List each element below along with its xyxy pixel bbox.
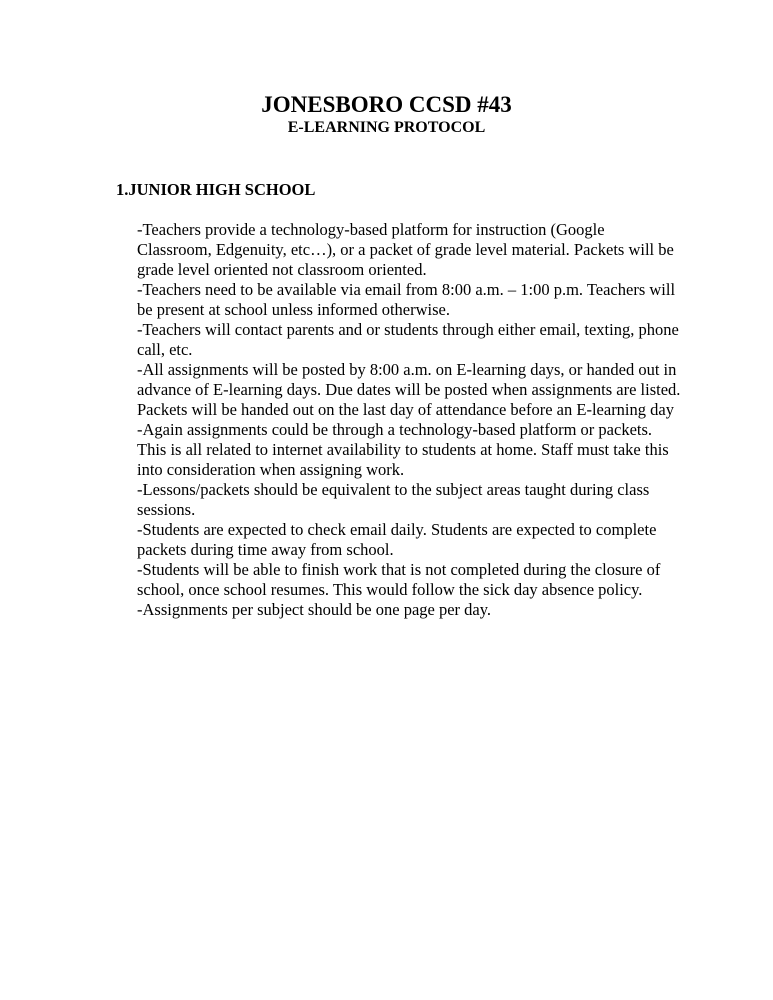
document-title: JONESBORO CCSD #43 xyxy=(261,92,512,117)
protocol-item-availability: -Teachers need to be available via email from 8:00 a.m. – 1:00 p.m. Teachers will be present at school unless informed otherwise. xyxy=(137,280,676,319)
protocol-item-makeup: -Students will be able to finish work that is not completed during the closure of school, once school resumes. This would follow the sick day absence policy. xyxy=(137,560,661,599)
section-heading: 1.JUNIOR HIGH SCHOOL xyxy=(116,180,316,199)
protocol-item-pages: -Assignments per subject should be one page per day. xyxy=(137,600,492,619)
document-header xyxy=(0,92,773,138)
protocol-item-internet: -Again assignments could be through a technology-based platform or packets. This is all related to internet availability to students at home. Staff must take this into consideration when assigning work. xyxy=(137,420,669,479)
protocol-item-assignments: -All assignments will be posted by 8:00 a.m. on E-learning days, or handed out in advance of E-learning days. Due dates will be posted when assignments are listed. Packets will be handed out on the last day of attendance before an E-learning day xyxy=(137,360,681,419)
protocol-item-contact: -Teachers will contact parents and or students through either email, texting, phone call, etc. xyxy=(137,320,679,359)
protocol-item-lessons: -Lessons/packets should be equivalent to the subject areas taught during class sessions. xyxy=(137,480,650,519)
protocol-item-platform: -Teachers provide a technology-based platform for instruction (Google Classroom, Edgenuity, etc…), or a packet of grade level material. Packets will be grade level oriented not classroom oriented. xyxy=(137,220,674,279)
protocol-item-email: -Students are expected to check email daily. Students are expected to complete packets during time away from school. xyxy=(137,520,657,559)
protocol-list xyxy=(137,220,682,620)
document-subtitle: E-LEARNING PROTOCOL xyxy=(287,119,486,136)
